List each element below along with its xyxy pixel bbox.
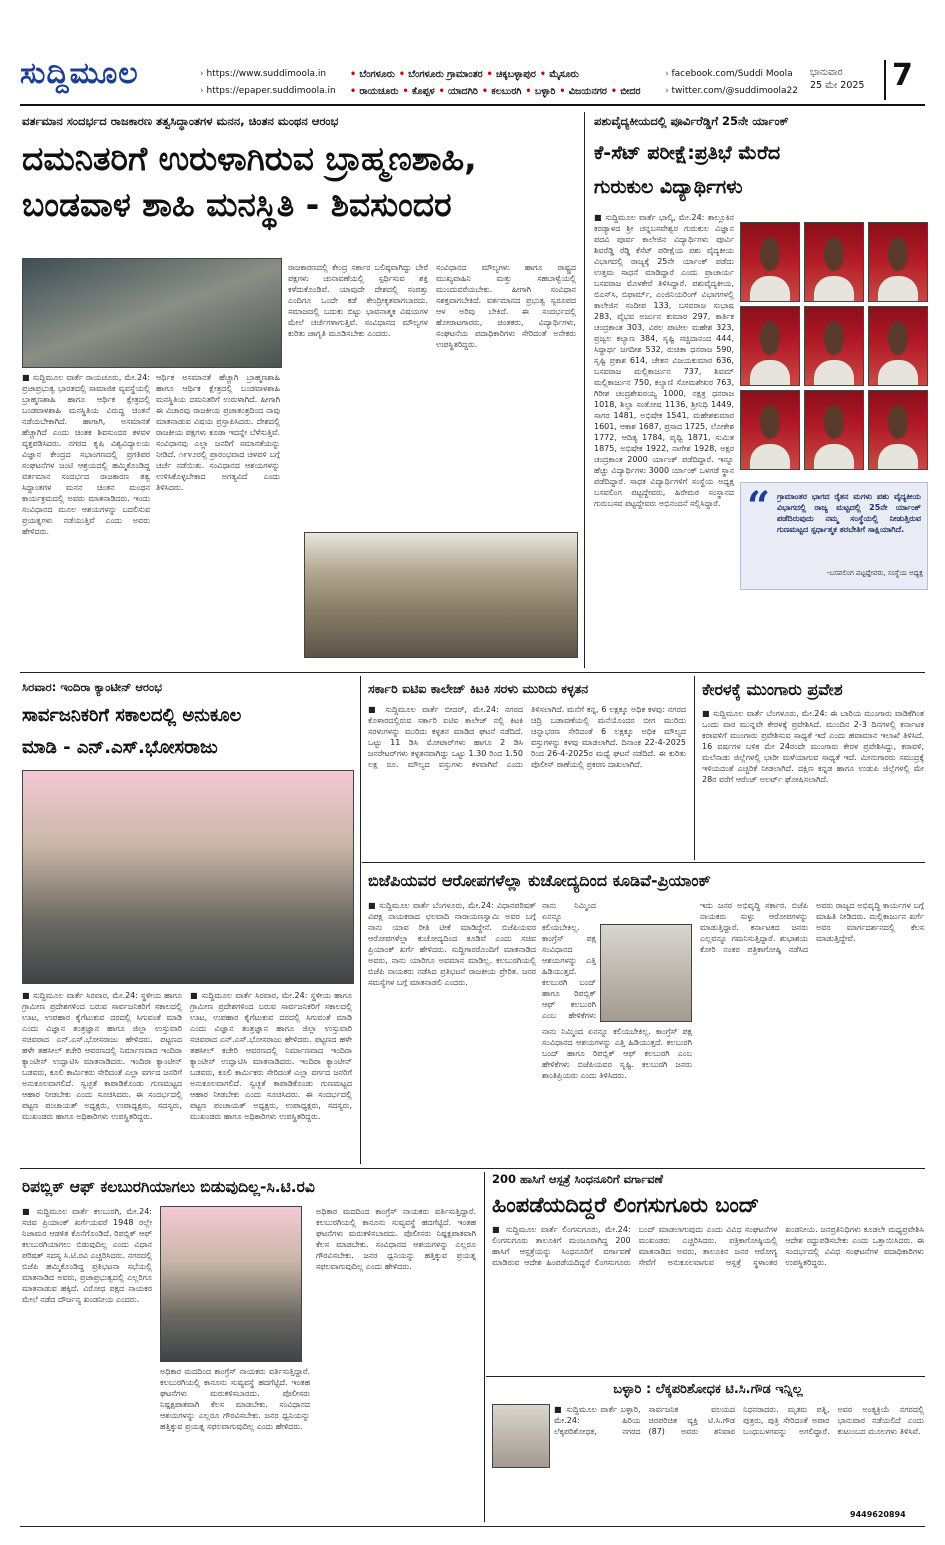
canteen-kicker: ಸಿರವಾರ: ಇಂದಿರಾ ಕ್ಯಾಂಟೀನ್ ಆರಂಭ — [22, 680, 162, 694]
quote-mark-icon: “ — [747, 483, 771, 530]
priyank-photo — [600, 924, 692, 1022]
edition-city: • ಯಾದಗಿರಿ — [439, 86, 478, 97]
edition-city: • ಬೆಂಗಳೂರು — [350, 69, 395, 80]
priyank-headline: ಬಿಜೆಪಿಯವರ ಆರೋಪಗಳೆಲ್ಲಾ ಕುಚೋದ್ಯದಿಂದ ಕೂಡಿವೆ-ಪ್ರಿಯಾಂಕ್ — [368, 871, 711, 890]
ranks-body: ■ ಸುದ್ದಿಮೂಲ ವಾರ್ತೆ ಭಾಲ್ಕಿ, ಮೇ.24: ತಾಲ್ಲೂಕಿನ ಕರಡ್ಯಾಳದ ಶ್ರೀ ಚನ್ನಬಸವೇಶ್ವರ ಗುರುಕುಲ ವಿಜ್ಞಾನ ಪದವಿ ಪೂರ್ವ ಕಾಲೇಜಿನ ವಿದ್ಯಾರ್ಥಿಗಳು ಪೂರ್ವಿ ಶಿವರೆಡ್ಡಿ ರೆಡ್ಡಿ ಕೆಸೆಟ್ ಪರೀಕ್ಷೆಯ ಪಶು ವೈದ್ಯಕೀಯ ವಿಭಾಗದಲ್ಲಿ ರಾಜ್ಯಕ್ಕೆ 25ನೇ ರ್ಯಾಂಕ್ ಪಡೆದು ಉತ್ತಮ ಸಾಧನೆ ಮಾಡಿದ್ದಾರೆ ಎಂದು ಪ್ರಾಚಾರ್ಯ ಬಸವರಾಜ ಮೊಳಕೇರೆ ತಿಳಿಸಿದ್ದಾರೆ. ಪಶುವೈದ್ಯಕೀಯ, ಬಿಎಸ್‌ಸಿ, ಬಿಫಾರ್ಮ್, ಎಂಜಿನಿಯರಿಂಗ್ ವಿಭಾಗಗಳಲ್ಲಿ ಕಾಲೇಜಿನ ಸಂದೀಪ 133, ಬಸವರಾಜ ಸುಭಾಷ 283, ವೈಭವ ಅರ್ಜುನ ಕುಮಾರ 297, ಕಾರ್ತಿಕ ಚಂದ್ರಕಾಂತ 303, ವಿಠಲ ಪಾಟೀಲ ಮಹೇಶ 323, ಪ್ರಜ್ವಲ ಕಲ್ಯಾಣ 384, ಸೃಷ್ಟಿ ಸಚ್ಚಿದಾನಂದ 444, ಸಿದ್ಧಾರ್ಥ ಜಗದೀಶ 532, ರುಚಿತಾ ಧನರಾಜ 590, ಸೃಷ್ಟಿ ಪ್ರಕಾಶ 614, ಚೇತನ ವಿಜಯಕುಮಾರ 636, ಬಸವರಾಜ ಮಲ್ಲಿಕಾರ್ಜುನ 737, ಶಿವಮ್ ಮಲ್ಲಿಕಾರ್ಜುನ 750, ಕಲ್ಯಾಣಿ ಸೋಮಶೇಖರ 763, ಗಿರೀಶ ಚಂದ್ರಶೇಖರಯ್ಯ 1000, ನಕ್ಷತ್ರ ಧನರಾಜ 1018, ಶಿಲ್ಪಾ ಸಂತೋಷ 1136, ಶ್ರೀನಿಧಿ 1449, ಸಾಗರ 1481, ಅಭಿಷೇಕ 1541, ಮಹೇಶಕುಮಾರ 1601, ಆಕಾಶ 1687, ಪ್ರಸಾದ 1725, ಲೋಕೇಶ 1772, ಆದಿತ್ಯ 1784, ಪೃಥ್ವಿ 1871, ಸುಮಿತ 1875, ಅಭಿಷೇಕ 1922, ನಾಗೇಶ 1928, ಅಕ್ಷರ ಚಂದ್ರಕಾಂತ 2000 ರ್ಯಾಂಕ್ ಪಡೆದಿದ್ದಾರೆ. ಇನ್ನೂ ಹೆಚ್ಚು ವಿದ್ಯಾರ್ಥಿಗಳು 3000 ರ್ಯಾಂಕ್ ಒಳಗಡೆ ಸ್ಥಾನ ಪಡೆದಿದ್ದಾರೆ. ಸಾಧಕ ವಿದ್ಯಾರ್ಥಿಗಳಿಗೆ ಸಂಸ್ಥೆಯ ಅಧ್ಯಕ್ಷ ಬಸವಲಿಂಗ ಪಟ್ಟದ್ದೇವರು, ಹಿರೇಮಠ ಸಂಸ್ಥಾನದ ಗುರುಬಸವ ಪಟ್ಟದ್ದೇವರು ಅಭಿನಂದನೆ ಸಲ್ಲಿಸಿದ್ದಾರೆ. — [594, 213, 734, 508]
masthead-social — [665, 66, 798, 100]
page-number: 7 — [892, 58, 913, 93]
issue-date: 25 ಮೇ 2025 — [810, 80, 865, 91]
lead-kicker: ವರ್ತಮಾನ ಸಂದರ್ಭದ ರಾಜಕಾರಣ ತತ್ವಸಿದ್ಧಾಂತಗಳ ಮನನ, ಚಿಂತನ ಮಂಥನ ಆರಂಭ — [22, 114, 339, 128]
student-photo — [804, 222, 864, 302]
section-divider — [20, 1168, 925, 1169]
obituary-contact: 9449620894 — [850, 1510, 906, 1519]
lead-photo-audience — [304, 532, 578, 658]
ranks-quote: ಗ್ರಾಮಾಂತರ ಭಾಗದ ರೈತನ ಮಗಳು ಪಶು ವೈದ್ಯಕೀಯ ವಿಭಾಗದಲ್ಲಿ ರಾಜ್ಯ ಮಟ್ಟದಲ್ಲಿ 25ನೇ ರ್ಯಾಂಕ್ ಪಡೆದಿರುವುದು ನಮ್ಮ ಸಂಸ್ಥೆಯಲ್ಲಿ ನೀಡುತ್ತಿರುವ ಗುಣಮಟ್ಟದ ಸ್ಪರ್ಧಾತ್ಮಕ ತರಬೇತಿಗೆ ಸಾಕ್ಷಿಯಾಗಿದೆ. — [777, 492, 921, 534]
issue-day: ಭಾನುವಾರ — [810, 67, 843, 78]
lead-body-col1: ■ ಸುದ್ದಿಮೂಲ ವಾರ್ತೆ ರಾಯಚೂರು, ಮೇ.24: ಪ್ರಜಾಪ್ರಭುತ್ವ ಭಾರತದಲ್ಲಿ ಸಾಮಾಜಿಕ ವ್ಯವಸ್ಥೆಯಲ್ಲಿ ಬ್ರಾಹ್ಮಣಶಾಹಿ ಹಾಗೂ ಆರ್ಥಿಕ ಕ್ಷೇತ್ರದಲ್ಲಿ ಬಂಡವಾಳಶಾಹಿ ಮನಸ್ಥಿತಿಯ ವಿರುದ್ಧ ಚಿಂತನೆ ನಡೆಯಬೇಕಾಗಿದೆ. ಹಾಗಾಗಿ, ಅಸಮಾನತೆ ಹೆಚ್ಚಾಗಿದೆ ಎಂದು ಚಿಂತಕ ಶಿವಸುಂದರ ಕಳವಳ ವ್ಯಕ್ತಪಡಿಸಿದರು. ನಗರದ ಕೃಷಿ ವಿಶ್ವವಿದ್ಯಾಲಯ ವಿಜ್ಞಾನ ಕೇಂದ್ರದ ಸಭಾಂಗಣದಲ್ಲಿ ಪ್ರಗತಿಪರ ಸಂಘಟನೆಗಳ ಜಂಟಿ ಆಶ್ರಯದಲ್ಲಿ ಹಮ್ಮಿಕೊಂಡಿದ್ದ ವರ್ತಮಾನ ಸಂದರ್ಭದ ರಾಜಕಾರಣ ತತ್ವ ಸಿದ್ಧಾಂತಗಳ ಮನನ ಚಿಂತನ ಮಂಥನ ಕಾರ್ಯಕ್ರಮದಲ್ಲಿ ಅವರು ಮಾತನಾಡಿದರು. ಇಂದು ಸಂವಿಧಾನದ ಮೂಲ ಆಶಯಗಳನ್ನು ಬದಲಿಸುವ ಪ್ರಯತ್ನಗಳು ನಡೆಯುತ್ತಿವೆ ಎಂದು ಅವರು ಹೇಳಿದರು. — [22, 373, 150, 536]
republic-headline: ರಿಪಬ್ಲಿಕ್ ಆಫ್ ಕಲಬುರಗಿಯಾಗಲು ಬಿಡುವುದಿಲ್ಲ-ಸಿ.ಟಿ.ರವಿ — [22, 1178, 315, 1196]
ranks-quote-box — [740, 482, 928, 590]
ranks-quote-attribution: -ಬಸವಲಿಂಗ ಪಟ್ಟದ್ದೇವರು, ಸಂಸ್ಥೆಯ ಅಧ್ಯಕ್ಷ — [826, 569, 923, 577]
priyank-body-left: ■ ಸುದ್ದಿಮೂಲ ವಾರ್ತೆ ಬೆಂಗಳೂರು, ಮೇ.24: ವಿಧಾನಪರಿಷತ್ ವಿಪಕ್ಷ ನಾಯಕರಾದ ಛಲವಾದಿ ನಾರಾಯಣಸ್ವಾಮಿ ಅವರ ಬಗ್ಗೆ ನಾನು ಯಾವ ರೀತಿ ಟೀಕೆ ಮಾಡಿದ್ದೇನೆ. ಬಿಜೆಪಿಯವರ ಆರೋಪಗಳೆಲ್ಲಾ ಕುಚೋದ್ಯದಿಂದ ಕೂಡಿವೆ ಎಂದು ಸಚಿವ ಪ್ರಿಯಾಂಕ್ ಖರ್ಗೆ ಹೇಳಿದರು. ಸುದ್ದಿಗಾರರೊಂದಿಗೆ ಮಾತನಾಡಿದ ಅವರು, ನಾನು ಯಾರಿಗೂ ಅವಮಾನ ಮಾಡಿಲ್ಲ. ಕಲಬುರಗಿಯಲ್ಲಿ ಬಿಜೆಪಿ ನಾಯಕರು ನಡೆಸಿದ ಪ್ರತಿಭಟನೆ ರಾಜಕೀಯ ಪ್ರೇರಿತ. ಜನರ ಸಮಸ್ಯೆಗಳ ಬಗ್ಗೆ ಮಾತನಾಡಲಿ ಎಂದರು. — [368, 901, 536, 987]
edition-city: • ಬೀದರ — [611, 86, 641, 97]
page-bottom-rule — [20, 1526, 925, 1527]
student-photo — [740, 306, 800, 386]
canteen-body-cont: ■ ಸುದ್ದಿಮೂಲ ವಾರ್ತೆ ಸಿರವಾರ, ಮೇ.24: ಸ್ಥಳೀಯ ಹಾಗೂ ಗ್ರಾಮೀಣ ಪ್ರದೇಶಗಳಿಂದ ಬರುವ ಸಾರ್ವಜನಿಕರಿಗೆ ಸಕಾಲದಲ್ಲಿ ಊಟ, ಉಪಹಾರ ಕೈಗೆಟುಕುವ ದರದಲ್ಲಿ ಸಿಗುವಂತೆ ಮಾಡಿ ಎಂದು ವಿಜ್ಞಾನ ತಂತ್ರಜ್ಞಾನ ಹಾಗೂ ಜಿಲ್ಲಾ ಉಸ್ತುವಾರಿ ಸಚಿವರಾದ ಎನ್.ಎಸ್.ಭೋಸರಾಜು ಹೇಳಿದರು. ಪಟ್ಟಣದ ಹಳೇ ತಹಸೀಲ್ ಕಚೇರಿ ಆವರಣದಲ್ಲಿ ನಿರ್ಮಾಣವಾದ ಇಂದಿರಾ ಕ್ಯಾಂಟೀನ್ ಉದ್ಘಾಟಿಸಿ ಮಾತನಾಡಿದರು. ಇಂದಿರಾ ಕ್ಯಾಂಟೀನ್ ಬಡವರು, ಕೂಲಿ ಕಾರ್ಮಿಕರು ಸೇರಿದಂತೆ ಎಲ್ಲಾ ವರ್ಗದ ಜನರಿಗೆ ಅನುಕೂಲವಾಗಲಿದೆ. ಸ್ವಚ್ಛತೆ ಕಾಪಾಡಿಕೊಂಡು ಗುಣಮಟ್ಟದ ಆಹಾರ ನೀಡಬೇಕು ಎಂದು ಸೂಚಿಸಿದರು. ಈ ಸಂದರ್ಭದಲ್ಲಿ ಪಟ್ಟಣ ಪಂಚಾಯತ್ ಅಧ್ಯಕ್ಷರು, ಉಪಾಧ್ಯಕ್ಷರು, ಸದಸ್ಯರು, ಮುಖಂಡರು ಹಾಗೂ ಅಧಿಕಾರಿಗಳು ಉಪಸ್ಥಿತರಿದ್ದರು. — [190, 991, 352, 1121]
theft-body: ■ ಸುದ್ದಿಮೂಲ ವಾರ್ತೆ ಬೀದರ್, ಮೇ.24: ನಗರದ ಕೊಳಾರದಲ್ಲಿರುವ ಸರ್ಕಾರಿ ಐಟಿಐ ಕಾಲೇಜ್ ನಲ್ಲಿ ಕಿಟಕಿ ಸರಳುಗಳನ್ನು ಮುರಿದು ಕಳ್ಳತನ ಮಾಡಿದ ಘಟನೆ ನಡೆದಿದೆ. ಒಟ್ಟು 11 ಡಿಸಿ ಮೋಟಾರ್‌ಗಳು ಹಾಗೂ 2 ಡಿಸಿ ಜನರೇಟರ್‌ಗಳು ಕಳ್ಳತನವಾಗಿದ್ದು ಒಟ್ಟು 1.30 ರಿಂದ 1.50 ಲಕ್ಷ ರೂ. ಮೌಲ್ಯದ ವಸ್ತುಗಳು ಕಳವಾಗಿವೆ ಎಂದು ತಿಳಿಸಲಾಗಿದೆ. ಮನೆಗೆ ಕನ್ನ, 6 ಲಕ್ಷಕ್ಕೂ ಅಧಿಕ ಕಳವು: ನಗರದ ಚಿದ್ರಿ ಬಡಾವಣೆಯಲ್ಲಿ ಮನೆಯೊಂದರ ಬೀಗ ಮುರಿದು ಚಿನ್ನಾಭರಣ ಸೇರಿದಂತೆ 6 ಲಕ್ಷಕ್ಕೂ ಅಧಿಕ ಮೌಲ್ಯದ ವಸ್ತುಗಳನ್ನು ಕಳವು ಮಾಡಲಾಗಿದೆ. ದಿನಾಂಕ 22-4-2025 ರಿಂದ 26-4-2025ರ ಮಧ್ಯೆ ಘಟನೆ ನಡೆದಿದೆ. ಈ ಕುರಿತು ಪೊಲೀಸ್ ಠಾಣೆಯಲ್ಲಿ ಪ್ರಕರಣ ದಾಖಲಾಗಿದೆ. — [368, 705, 686, 769]
obituary-body: ■ ಸುದ್ದಿಮೂಲ ವಾರ್ತೆ ಬಳ್ಳಾರಿ, ಮೇ.24: ಹಿರಿಯ ಲೆಕ್ಕಪರಿಶೋಧಕ, ನಗರದ ಸಾರ್ವಜನಿಕ ವಲಯದ ಚಿರಪರಿಚಿತ ವ್ಯಕ್ತಿ ಟಿ.ಸಿ.ಗೌಡ (87) ಅವರು ಶನಿವಾರ ನಿಧನರಾದರು. ಮೃತರು ಪತ್ನಿ, ಪುತ್ರರು, ಪುತ್ರಿ ಸೇರಿದಂತೆ ಅಪಾರ ಬಂಧುಬಳಗವನ್ನು ಅಗಲಿದ್ದಾರೆ. ಅವರ ಅಂತ್ಯಕ್ರಿಯೆ ನಗರದಲ್ಲಿ ಭಾನುವಾರ ನಡೆಯಲಿದೆ ಎಂದು ಕುಟುಂಬದ ಮೂಲಗಳು ತಿಳಿಸಿವೆ. — [554, 1405, 924, 1436]
lead-photo-speaker — [22, 258, 282, 368]
section-divider — [486, 1376, 925, 1377]
student-photo — [868, 306, 928, 386]
edition-city: • ರಾಯಚೂರು — [350, 86, 399, 97]
edition-city: • ವಿಜಯನಗರ — [559, 86, 607, 97]
monsoon-body: ■ ಸುದ್ದಿಮೂಲ ವಾರ್ತೆ ಬೆಂಗಳೂರು, ಮೇ.24: ಈ ಬಾರಿಯ ಮುಂಗಾರು ವಾಡಿಕೆಗಿಂತ ಒಂದು ವಾರ ಮುನ್ನವೇ ಕೇರಳಕ್ಕೆ ಪ್ರವೇಶಿಸಿದೆ. ಮುಂದಿನ 2-3 ದಿನಗಳಲ್ಲಿ ಕರ್ನಾಟಕ ಕರಾವಳಿಗೆ ಮುಂಗಾರು ಪ್ರವೇಶಿಸುವ ಸಾಧ್ಯತೆ ಇದೆ ಎಂದು ಹವಾಮಾನ ಇಲಾಖೆ ತಿಳಿಸಿದೆ. 16 ವರ್ಷಗಳ ಬಳಿಕ ಮೇ 24ರಂದೇ ಮುಂಗಾರು ಕೇರಳ ಪ್ರವೇಶಿಸಿದ್ದು, ಕರಾವಳಿ, ಮಲೆನಾಡು ಜಿಲ್ಲೆಗಳಲ್ಲಿ ಭಾರೀ ಮಳೆಯಾಗುವ ಸಾಧ್ಯತೆ ಇದೆ. ಮೀನುಗಾರರು ಸಮುದ್ರಕ್ಕೆ ಇಳಿಯದಂತೆ ಎಚ್ಚರಿಕೆ ನೀಡಲಾಗಿದೆ. ದಕ್ಷಿಣ ಕನ್ನಡ ಹಾಗೂ ಉಡುಪಿ ಜಿಲ್ಲೆಗಳಲ್ಲಿ ಮೇ 28ರ ವರೆಗೆ ಆರೆಂಜ್ ಅಲರ್ಟ್ ಘೋಷಿಸಲಾಗಿದೆ. — [702, 709, 924, 784]
edition-city: • ಬೆಂಗಳೂರು ಗ್ರಾಮಾಂತರ — [399, 69, 483, 80]
lead-body-col3: ರಾಜಕಾರಣದಲ್ಲಿ ಕೇಂದ್ರ ಸರ್ಕಾರ ಬಲಿಷ್ಠವಾಗಿದ್ದು ಬೇರೆ ಪಕ್ಷಗಳು ಚುನಾವಣೆಯಲ್ಲಿ ಸ್ಪರ್ಧಿಸುವ ಶಕ್ತಿ ಕಳೆದುಕೊಂಡಿವೆ. ಯಾವುದೇ ದೇಶದಲ್ಲಿ ಸಂಪತ್ತು ಎಂದಿಗೂ ಒಂದೇ ಕಡೆ ಕೇಂದ್ರೀಕೃತವಾಗಬಾರದು. ಸಮಾಜದಲ್ಲಿ ಬದುಕು ಬಿಟ್ಟು ಭಾವನಾತ್ಮಕ ವಿಷಯಗಳ ಮೇಲೆ ಚರ್ಚೆಗಳಾಗುತ್ತಿವೆ. ಸಂವಿಧಾನದ ಮೌಲ್ಯಗಳ ಕುರಿತು ಜಾಗೃತಿ ಮೂಡಿಸಬೇಕು ಎಂದರು. — [288, 263, 428, 338]
canteen-body: ■ ಸುದ್ದಿಮೂಲ ವಾರ್ತೆ ಸಿರವಾರ, ಮೇ.24: ಸ್ಥಳೀಯ ಹಾಗೂ ಗ್ರಾಮೀಣ ಪ್ರದೇಶಗಳಿಂದ ಬರುವ ಸಾರ್ವಜನಿಕರಿಗೆ ಸಕಾಲದಲ್ಲಿ ಊಟ, ಉಪಹಾರ ಕೈಗೆಟುಕುವ ದರದಲ್ಲಿ ಸಿಗುವಂತೆ ಮಾಡಿ ಎಂದು ವಿಜ್ಞಾನ ತಂತ್ರಜ್ಞಾನ ಹಾಗೂ ಜಿಲ್ಲಾ ಉಸ್ತುವಾರಿ ಸಚಿವರಾದ ಎನ್.ಎಸ್.ಭೋಸರಾಜು ಹೇಳಿದರು. ಪಟ್ಟಣದ ಹಳೇ ತಹಸೀಲ್ ಕಚೇರಿ ಆವರಣದಲ್ಲಿ ನಿರ್ಮಾಣವಾದ ಇಂದಿರಾ ಕ್ಯಾಂಟೀನ್ ಉದ್ಘಾಟಿಸಿ ಮಾತನಾಡಿದರು. ಇಂದಿರಾ ಕ್ಯಾಂಟೀನ್ ಬಡವರು, ಕೂಲಿ ಕಾರ್ಮಿಕರು ಸೇರಿದಂತೆ ಎಲ್ಲಾ ವರ್ಗದ ಜನರಿಗೆ ಅನುಕೂಲವಾಗಲಿದೆ. ಸ್ವಚ್ಛತೆ ಕಾಪಾಡಿಕೊಂಡು ಗುಣಮಟ್ಟದ ಆಹಾರ ನೀಡಬೇಕು ಎಂದು ಸೂಚಿಸಿದರು. ಈ ಸಂದರ್ಭದಲ್ಲಿ ಪಟ್ಟಣ ಪಂಚಾಯತ್ ಅಧ್ಯಕ್ಷರು, ಉಪಾಧ್ಯಕ್ಷರು, ಸದಸ್ಯರು, ಮುಖಂಡರು ಹಾಗೂ ಅಧಿಕಾರಿಗಳು ಉಪಸ್ಥಿತರಿದ್ದರು. — [22, 991, 182, 1121]
edition-city: • ಬಳ್ಳಾರಿ — [525, 86, 555, 97]
monsoon-headline: ಕೇರಳಕ್ಕೆ ಮುಂಗಾರು ಪ್ರವೇಶ — [702, 680, 843, 699]
student-photo — [740, 390, 800, 470]
canteen-headline — [22, 700, 352, 764]
masthead-rule — [20, 104, 925, 106]
lingsugur-body: ■ ಸುದ್ದಿಮೂಲ ವಾರ್ತೆ ಲಿಂಗಸುಗೂರು, ಮೇ.24: ಲಿಂಗಸುಗೂರು ತಾಲೂಕಿಗೆ ಮಂಜೂರಾಗಿದ್ದ 200 ಹಾಸಿಗೆ ಆಸ್ಪತ್ರೆಯನ್ನು ಸಿಂಧನೂರಿಗೆ ವರ್ಗಾವಣೆ ಮಾಡಿರುವ ಆದೇಶ ಹಿಂಪಡೆಯದಿದ್ದರೆ ಲಿಂಗಸುಗೂರು ಬಂದ್ ಮಾಡಲಾಗುವುದು ಎಂದು ವಿವಿಧ ಸಂಘಟನೆಗಳ ಮುಖಂಡರು ಎಚ್ಚರಿಸಿದರು. ಪತ್ರಿಕಾಗೋಷ್ಠಿಯಲ್ಲಿ ಮಾತನಾಡಿದ ಅವರು, ತಾಲೂಕಿನ ಜನರ ಆರೋಗ್ಯ ಸೇವೆಗೆ ಅನುಕೂಲವಾಗುವ ಆಸ್ಪತ್ರೆ ಸ್ಥಳಾಂತರ ಖಂಡನೀಯ. ಜನಪ್ರತಿನಿಧಿಗಳು ಕೂಡಲೇ ಮಧ್ಯಪ್ರವೇಶಿಸಿ ಆದೇಶ ರದ್ದುಪಡಿಸಬೇಕು ಎಂದು ಒತ್ತಾಯಿಸಿದರು. ಈ ಸಂದರ್ಭದಲ್ಲಿ ವಿವಿಧ ಸಂಘಟನೆಗಳ ಪದಾಧಿಕಾರಿಗಳು ಉಪಸ್ಥಿತರಿದ್ದರು. — [492, 1225, 924, 1267]
column-divider — [584, 112, 585, 668]
website-link[interactable]: › https://www.suddimoola.in — [200, 66, 336, 83]
republic-body-right: ಅಧಿಕಾರ ಮದದಿಂದ ಕಾಂಗ್ರೆಸ್ ನಾಯಕರು ವರ್ತಿಸುತ್ತಿದ್ದಾರೆ. ಕಲಬುರಗಿಯಲ್ಲಿ ಕಾನೂನು ಸುವ್ಯವಸ್ಥೆ ಹದಗೆಟ್ಟಿದೆ. ಇಂತಹ ಘಟನೆಗಳು ಮರುಕಳಿಸಬಾರದು. ಪೊಲೀಸರು ನಿಷ್ಪಕ್ಷಪಾತವಾಗಿ ಕೆಲಸ ಮಾಡಬೇಕು. ಸಂವಿಧಾನದ ಆಶಯಗಳನ್ನು ಎಲ್ಲರೂ ಗೌರವಿಸಬೇಕು. ಜನರ ಧ್ವನಿಯನ್ನು ಹತ್ತಿಕ್ಕುವ ಪ್ರಯತ್ನ ಸಫಲವಾಗುವುದಿಲ್ಲ ಎಂದು ಹೇಳಿದರು. — [316, 1207, 476, 1271]
masthead-editions — [350, 66, 645, 100]
edition-city: • ಚಿಕ್ಕಬಳ್ಳಾಪುರ — [487, 69, 536, 80]
masthead-logo: ಸುದ್ದಿಮೂಲ — [20, 56, 139, 91]
ranks-headline-line2: ಗುರುಕುಲ ವಿದ್ಯಾರ್ಥಿಗಳು — [594, 176, 743, 198]
column-divider — [694, 676, 695, 860]
masthead-urls — [200, 66, 336, 100]
edition-city: • ಕಲಬುರಗಿ — [482, 86, 522, 97]
republic-body-mid: ಅಧಿಕಾರ ಮದದಿಂದ ಕಾಂಗ್ರೆಸ್ ನಾಯಕರು ವರ್ತಿಸುತ್ತಿದ್ದಾರೆ. ಕಲಬುರಗಿಯಲ್ಲಿ ಕಾನೂನು ಸುವ್ಯವಸ್ಥೆ ಹದಗೆಟ್ಟಿದೆ. ಇಂತಹ ಘಟನೆಗಳು ಮರುಕಳಿಸಬಾರದು. ಪೊಲೀಸರು ನಿಷ್ಪಕ್ಷಪಾತವಾಗಿ ಕೆಲಸ ಮಾಡಬೇಕು. ಸಂವಿಧಾನದ ಆಶಯಗಳನ್ನು ಎಲ್ಲರೂ ಗೌರವಿಸಬೇಕು. ಜನರ ಧ್ವನಿಯನ್ನು ಹತ್ತಿಕ್ಕುವ ಪ್ರಯತ್ನ ಸಫಲವಾಗುವುದಿಲ್ಲ ಎಂದು ಹೇಳಿದರು. — [160, 1367, 310, 1431]
twitter-link[interactable]: › twitter.com/@suddimoola22 — [665, 83, 798, 100]
priyank-body-mid: ನಾನು ನಿಮ್ಮಿಂದ ಏನನ್ನೂ ಕಲಿಯಬೇಕಿಲ್ಲ. ಕಾಂಗ್ರೆಸ್ ಪಕ್ಷ ಸಂವಿಧಾನದ ಆಶಯಗಳನ್ನು ಎತ್ತಿ ಹಿಡಿಯುತ್ತದೆ. ಕಲಬುರಗಿ ಬಂದ್ ಹಾಗೂ ರಿಪಬ್ಲಿಕ್ ಆಫ್ ಕಲಬುರಗಿ ಎಂಬ ಹೇಳಿಕೆಗಳು — [542, 901, 596, 1020]
edition-city: • ಮೈಸೂರು — [540, 69, 579, 80]
republic-photo — [160, 1206, 302, 1362]
theft-headline: ಸರ್ಕಾರಿ ಐಟಿಐ ಕಾಲೇಜ್ ಕಿಟಕಿ ಸರಳು ಮುರಿದು ಕಳ್ಳತನ — [368, 681, 589, 696]
priyank-body-right: ಇದು ಜನರ ಅಭಿವೃದ್ಧಿ ಸರ್ಕಾರ. ಬಿಜೆಪಿ ನಾಯಕರು ಸುಳ್ಳು ಆರೋಪಗಳನ್ನು ಮಾಡುತ್ತಿದ್ದಾರೆ. ಕರ್ನಾಟಕದ ಜನರು ಎಲ್ಲವನ್ನೂ ಗಮನಿಸುತ್ತಿದ್ದಾರೆ. ಶುಭಾಶಯ ಕೋರಿ ನಂತರ ಪತ್ರಿಕಾಗೋಷ್ಠಿ ನಡೆಸಿದ ಅವರು ರಾಜ್ಯದ ಅಭಿವೃದ್ಧಿ ಕಾರ್ಯಗಳ ಬಗ್ಗೆ ಮಾಹಿತಿ ನೀಡಿದರು. ಮಲ್ಲಿಕಾರ್ಜುನ ಖರ್ಗೆ ಅವರ ಮಾರ್ಗದರ್ಶನದಲ್ಲಿ ಕೆಲಸ ಮಾಡುತ್ತಿದ್ದೇವೆ. — [700, 901, 924, 954]
ranks-headline-line1: ಕೆ-ಸೆಟ್ ಪರೀಕ್ಷೆ:ಪ್ರತಿಭೆ ಮೆರೆದ — [594, 142, 781, 164]
lingsugur-kicker: 200 ಹಾಸಿಗೆ ಆಸ್ಪತ್ರೆ ಸಿಂಧನೂರಿಗೆ ವರ್ಗಾವಣೆ — [492, 1172, 663, 1186]
epaper-link[interactable]: › https://epaper.suddimoola.in — [200, 83, 336, 100]
republic-body-left: ■ ಸುದ್ದಿಮೂಲ ವಾರ್ತೆ ಕಲಬುರಗಿ, ಮೇ.24: ಸಚಿವ ಪ್ರಿಯಾಂಕ್ ಖರ್ಗೆಯವರೆ 1948 ರಲ್ಲೇ ನಿಜಾಮರ ಆಡಳಿತ ಕೊನೆಗೊಂಡಿದೆ. ರಿಪಬ್ಲಿಕ್ ಆಫ್ ಕಲಬುರಗಿಯಾಗಲು ಬಿಡುವುದಿಲ್ಲ ಎಂದು ವಿಧಾನ ಪರಿಷತ್ ಸದಸ್ಯ ಸಿ.ಟಿ.ರವಿ ಎಚ್ಚರಿಸಿದರು. ನಗರದಲ್ಲಿ ಬಿಜೆಪಿ ಹಮ್ಮಿಕೊಂಡಿದ್ದ ಪ್ರತಿಭಟನಾ ಸಭೆಯಲ್ಲಿ ಮಾತನಾಡಿದ ಅವರು, ಪ್ರಜಾಪ್ರಭುತ್ವದಲ್ಲಿ ಎಲ್ಲರಿಗೂ ಮಾತನಾಡುವ ಹಕ್ಕಿದೆ. ವಿರೋಧ ಪಕ್ಷದ ನಾಯಕರ ಮೇಲೆ ನಡೆದ ದೌರ್ಜನ್ಯ ಖಂಡನೀಯ ಎಂದರು. — [22, 1207, 152, 1304]
ranks-kicker: ಪಶುವೈದ್ಯಕೀಯದಲ್ಲಿ ಪೂರ್ವಿರೆಡ್ಡಿಗೆ 25ನೇ ರ್ಯಾಂಕ್ — [594, 114, 789, 128]
obituary-photo — [492, 1404, 550, 1468]
column-divider — [360, 676, 361, 1164]
lead-body-col2: ಆರ್ಥಿಕ ಅಸಮಾನತೆ ಹೆಚ್ಚಾಗಿ ಬ್ರಾಹ್ಮಣಶಾಹಿ ಹಾಗೂ ಆರ್ಥಿಕ ಕ್ಷೇತ್ರದಲ್ಲಿ ಬಂಡವಾಳಶಾಹಿ ಮನಸ್ಥಿತಿಯ ದಮನಿತರಿಗೆ ಉರುಳಾಗಿದೆ. ಹೀಗಾಗಿ ಈ ವಿಚಾರವು ರಾಜಕೀಯ ಪ್ರಜಾತಂತ್ರದಿಂದ ನಾವು ಮಾತನಾಡುವ ವಿಷಯ ಪ್ರಸ್ತಾಪಿಸಿದರು. ದೇಶದಲ್ಲಿ ರಾಜಕೀಯ ಪಕ್ಷಗಳು ಕೂಡಾ ಇದನ್ನೇ ಬೆಳೆಸುತ್ತಿವೆ. ಸಂವಿಧಾನವು ಎಲ್ಲಾ ಜನರಿಗೆ ಸಮಾನತೆಯನ್ನು ನೀಡಿದೆ. ೧೯೪೨ರಲ್ಲಿ ಪ್ರಾರಂಭವಾದ ಚಳವಳಿ ಬಗ್ಗೆ ಚರ್ಚೆ ನಡೆಯಿತು. ಸಂವಿಧಾನದ ಆಶಯಗಳನ್ನು ಉಳಿಸಿಕೊಳ್ಳಬೇಕಾದ ಅಗತ್ಯವಿದೆ ಎಂದು ತಿಳಿಸಿದರು. — [156, 373, 280, 492]
masthead-date — [810, 66, 864, 92]
lead-headline-line1: ದಮನಿತರಿಗೆ ಉರುಳಾಗಿರುವ ಬ್ರಾಹ್ಮಣಶಾಹಿ, — [22, 139, 477, 178]
student-photo — [868, 222, 928, 302]
lead-headline — [22, 136, 577, 228]
lead-headline-line2: ಬಂಡವಾಳ ಶಾಹಿ ಮನಸ್ಥಿತಿ - ಶಿವಸುಂದರ — [22, 185, 452, 224]
page-number-divider — [884, 60, 886, 100]
facebook-link[interactable]: › facebook.com/Suddi Moola — [665, 66, 798, 83]
student-photo — [740, 222, 800, 302]
lingsugur-headline: ಹಿಂಪಡೆಯದಿದ್ದರೆ ಲಿಂಗಸುಗೂರು ಬಂದ್ — [492, 1193, 760, 1217]
priyank-body-mid-cont: ನಾನು ನಿಮ್ಮಿಂದ ಏನನ್ನೂ ಕಲಿಯಬೇಕಿಲ್ಲ. ಕಾಂಗ್ರೆಸ್ ಪಕ್ಷ ಸಂವಿಧಾನದ ಆಶಯಗಳನ್ನು ಎತ್ತಿ ಹಿಡಿಯುತ್ತದೆ. ಕಲಬುರಗಿ ಬಂದ್ ಹಾಗೂ ರಿಪಬ್ಲಿಕ್ ಆಫ್ ಕಲಬುರಗಿ ಎಂಬ ಹೇಳಿಕೆಗಳು ಬಿಜೆಪಿಯವರ ಸೃಷ್ಟಿ. ಕಲಬುರಗಿ ಜನರು ಶಾಂತಿಪ್ರಿಯರು ಎಂದು ತಿಳಿಸಿದರು. — [542, 1027, 692, 1080]
obituary-headline: ಬಳ್ಳಾರಿ : ಲೆಕ್ಕಪರಿಶೋಧಕ ಟಿ.ಸಿ.ಗೌಡ ಇನ್ನಿಲ್ಲ — [613, 1382, 803, 1397]
section-divider — [362, 862, 925, 863]
canteen-headline-line1: ಸಾರ್ವಜನಿಕರಿಗೆ ಸಕಾಲದಲ್ಲಿ ಅನುಕೂಲ — [22, 705, 242, 726]
lead-body-col4: ಸಂವಿಧಾನದ ಮೌಲ್ಯಗಳು ಹಾಗೂ ರಾಷ್ಟ್ರದ ಮುಖ್ಯವಾಹಿನಿ ಮತ್ತು ಸಹಬಾಳ್ವೆಯಲ್ಲಿ ಮುಂದುವರೆಯಬೇಕು. ಹೀಗಾಗಿ ಸಂವಿಧಾನ ಸಶಕ್ತವಾಗಬೇಕಿದೆ. ವರ್ತಮಾನದ ಪ್ರಭುತ್ವ ಸ್ವರೂಪದ ಆಳ ಅರಿವು ಬೇಕಿದೆ. ಈ ಸಂದರ್ಭದಲ್ಲಿ ಹೋರಾಟಗಾರರು, ಚಿಂತಕರು, ವಿದ್ಯಾರ್ಥಿಗಳು, ಸಂಘಟನೆಯ ಪದಾಧಿಕಾರಿಗಳು ಸೇರಿದಂತೆ ಅನೇಕರು ಉಪಸ್ಥಿತರಿದ್ದರು. — [436, 263, 576, 349]
edition-city: • ಕೊಪ್ಪಳ — [403, 86, 435, 97]
canteen-photo — [22, 770, 354, 984]
student-photo — [804, 390, 864, 470]
column-divider — [484, 1172, 485, 1522]
ranks-headline — [594, 136, 924, 204]
canteen-headline-line2: ಮಾಡಿ - ಎನ್.ಎಸ್.ಭೋಸರಾಜು — [22, 737, 218, 758]
student-photo — [804, 306, 864, 386]
student-photo — [868, 390, 928, 470]
section-divider — [20, 672, 925, 673]
